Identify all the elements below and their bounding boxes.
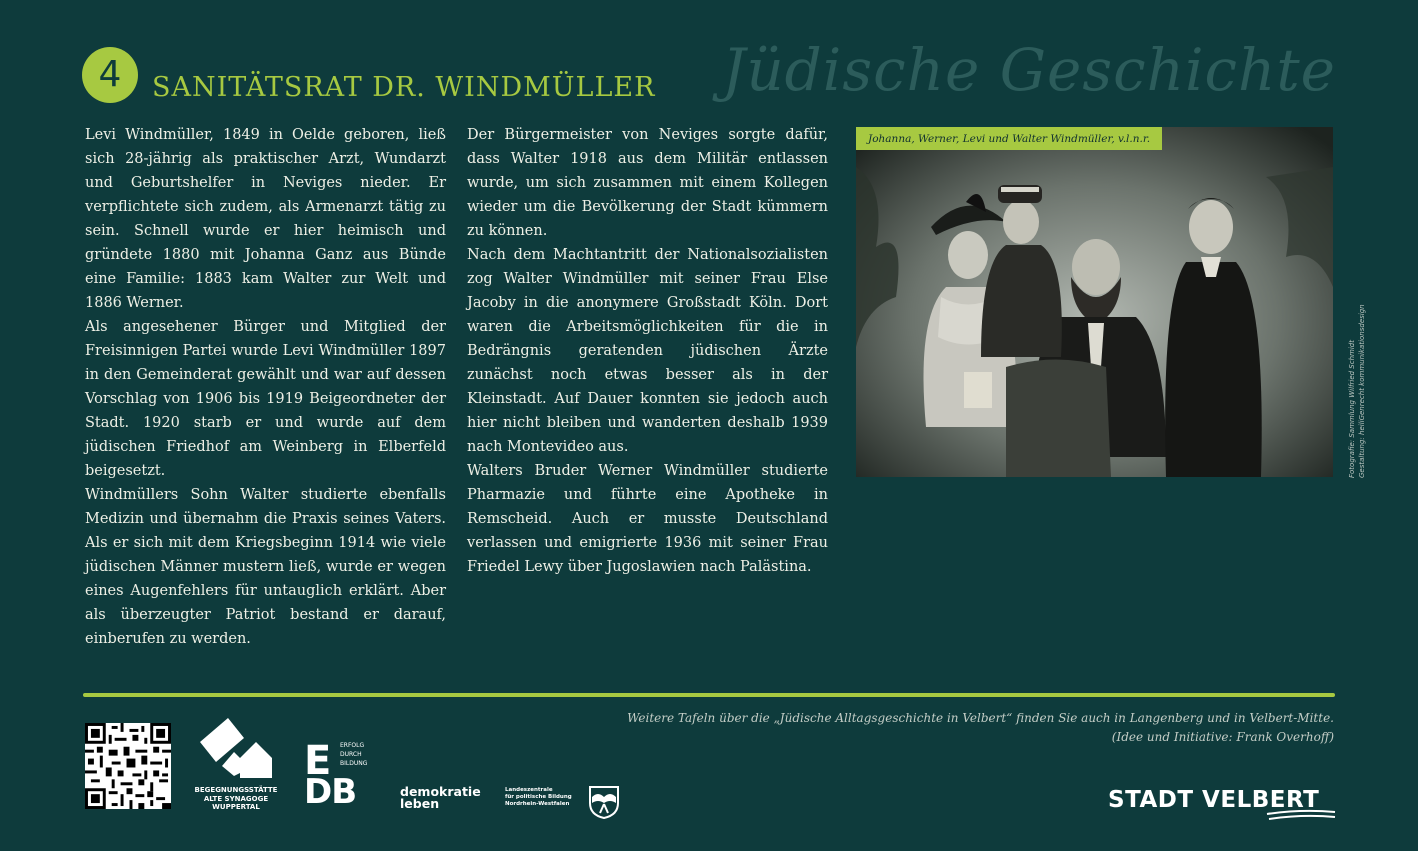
footer-note-line: Weitere Tafeln über die „Jüdische Alltagsgeschichte in Velbert“ finden Sie auch in Langenberg und in Velbert-Mitte. (627, 711, 1334, 725)
begegnungsstaette-label (190, 786, 282, 812)
logo-text: leben (400, 796, 440, 811)
page-title: SANITÄTSRAT DR. WINDMÜLLER (152, 72, 656, 103)
paragraph: Der Bürgermeister von Neviges sorgte dafür, dass Walter 1918 aus dem Militär entlassen wurde, um sich zusammen mit einem Kollegen wieder um die Bevölkerung der Stadt kümmern zu können. (467, 127, 828, 239)
stadt-velbert-logo: STADT VELBERT (1108, 787, 1320, 813)
text-column-1 (85, 123, 446, 651)
logo-text: BILDUNG (340, 760, 368, 767)
logo-text: WUPPERTAL (212, 803, 260, 811)
logo-text: DURCH (340, 751, 362, 758)
credit-design: Gestaltung: heiliGenrecht kommunikationsdesign (1358, 304, 1366, 478)
section-number-badge: 4 (82, 47, 138, 103)
landeszentrale-logo (505, 787, 572, 808)
paragraph: Nach dem Machtantritt der Nationalsozialisten zog Walter Windmüller mit seiner Frau Else Jacoby in die anonymere Großstadt Köln. Dort waren die Arbeitsmöglichkeiten für die in Bedrängnis geratenden jüdischen Ärzte zunächst noch etwas besser als in der Kleinstadt. Auf Dauer konnten sie jedoch auch hier nicht bleiben und wanderten deshalb 1939 nach Montevideo aus. (467, 247, 828, 455)
demokratie-leben-logo (400, 786, 481, 810)
velbert-logo-swoosh-icon (1265, 808, 1337, 822)
series-heading: Jüdische Geschichte (722, 36, 1336, 104)
logo-text: ALTE SYNAGOGE (203, 794, 269, 803)
footer-note-credit: (Idee und Initiative: Frank Overhoff) (1111, 730, 1334, 744)
logo-text: Nordrhein-Westfalen (505, 801, 570, 807)
synagogue-logo-icon (198, 716, 278, 782)
paragraph: Als angesehener Bürger und Mitglied der Freisinnigen Partei wurde Levi Windmüller 1897 in den Gemeinderat gewählt und war auf dessen Vorschlag von 1906 bis 1919 Beigeordneter der Stadt. 1920 starb er und wurde auf dem jüdischen Friedhof am Weinberg in Elberfeld beigesetzt. (85, 319, 446, 479)
paragraph: Levi Windmüller, 1849 in Oelde geboren, ließ sich 28-jährig als praktischer Arzt, Wundarzt und Geburtshelfer in Neviges nieder. Er verpflichtete sich zudem, als Armenarzt tätig zu sein. Schnell wurde er hier heimisch und gründete 1880 mit Johanna Ganz aus Bünde eine Familie: 1883 kam Walter zur Welt und 1886 Werner. (85, 127, 446, 311)
footer-divider (83, 693, 1335, 697)
photo-caption: Johanna, Werner, Levi und Walter Windmüller, v.l.n.r. (856, 127, 1162, 150)
logo-text: Landeszentrale (505, 787, 553, 793)
family-photo (856, 127, 1333, 477)
edb-logo-words (340, 741, 367, 768)
logo-text: für politische Bildung (505, 794, 572, 800)
logo-text: ERFOLG (340, 742, 365, 749)
family-photo-illustration (856, 127, 1333, 477)
logo-text: BEGEGNUNGSSTÄTTE (194, 786, 278, 794)
photo-credit (1347, 288, 1367, 478)
qr-code[interactable] (85, 723, 171, 809)
credit-photo: Fotografie: Sammlung Wilfried Schmidt (1348, 340, 1356, 478)
paragraph: Windmüllers Sohn Walter studierte ebenfalls Medizin und übernahm die Praxis seines Vaters. Als er sich mit dem Kriegsbeginn 1914 wie viele jüdischen Männer mustern ließ, wurde er wegen eines Augenfehlers für untauglich erklärt. Aber als überzeugter Patriot bestand er darauf, einberufen zu werden. (85, 487, 446, 647)
logo-text: demokratie (400, 784, 481, 799)
nrw-coat-of-arms-icon (588, 785, 620, 819)
edb-logo-db: DB (304, 772, 357, 812)
paragraph: Walters Bruder Werner Windmüller studierte Pharmazie und führte eine Apotheke in Remscheid. Auch er musste Deutschland verlassen und emigrierte 1936 mit seiner Frau Friedel Lewy über Jugoslawien nach Palästina. (467, 463, 828, 575)
text-column-2 (467, 123, 828, 579)
edb-logo-e: E (304, 738, 332, 784)
qr-code-icon (85, 723, 171, 809)
edb-logo (304, 738, 372, 812)
footer-note (600, 709, 1334, 747)
begegnungsstaette-logo (198, 716, 278, 782)
